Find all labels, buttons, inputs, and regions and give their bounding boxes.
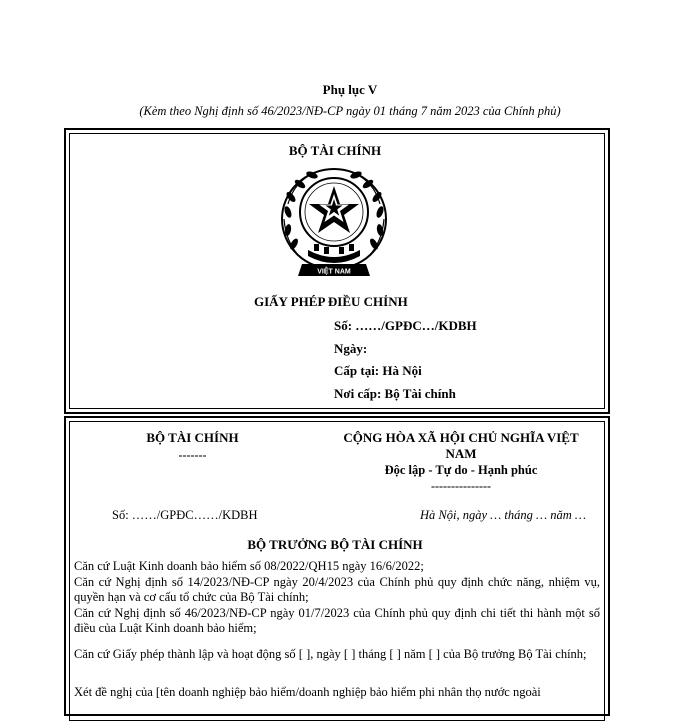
minister-title: BỘ TRƯỞNG BỘ TÀI CHÍNH — [247, 537, 423, 552]
issuer-name: BỘ TÀI CHÍNH — [146, 430, 239, 445]
national-heading-line1: CỘNG HÒA XÃ HỘI CHỦ NGHĨA VIỆT — [343, 430, 579, 445]
license-number: Số: ……/GPĐC…/KDBH — [334, 318, 477, 333]
license-title: GIẤY PHÉP ĐIỀU CHỈNH — [254, 294, 408, 309]
license-issued-at: Cấp tại: Hà Nội — [334, 363, 422, 378]
legal-basis-line: Căn cứ Nghị định số 46/2023/NĐ-CP ngày 01/7/2023 của Chính phủ quy định chi tiết thi hành một số điều của Luật Kinh doanh bảo hiểm; — [74, 605, 600, 635]
emblem-ribbon-text: VIỆT NAM — [317, 268, 351, 276]
issuer-rule: ------- — [178, 448, 207, 462]
national-heading-line2: NAM — [445, 446, 477, 461]
proposal-paragraph: Xét đề nghị của [tên doanh nghiệp bảo hiểm/doanh nghiệp bảo hiểm phi nhân thọ nước ngoài — [74, 685, 541, 699]
appendix-title: Phụ lục V — [322, 82, 378, 97]
national-motto: Độc lập - Tự do - Hạnh phúc — [384, 463, 538, 477]
national-emblem-icon — [274, 164, 394, 289]
legal-basis-line: Căn cứ Nghị định số 14/2023/NĐ-CP ngày 20/4/2023 của Chính phủ quy định chức năng, nhiệm vụ, quyền hạn và cơ cấu tổ chức của Bộ Tài chính; — [74, 574, 600, 604]
motto-rule: --------------- — [431, 479, 491, 493]
national-heading — [330, 430, 592, 462]
license-basis-paragraph: Căn cứ Giấy phép thành lập và hoạt động số [ ], ngày [ ] tháng [ ] năm [ ] của Bộ trưởng Bộ Tài chính; — [74, 647, 587, 661]
ministry-title: BỘ TÀI CHÍNH — [288, 143, 382, 158]
appendix-note: (Kèm theo Nghị định số 46/2023/NĐ-CP ngày 01 tháng 7 năm 2023 của Chính phủ) — [139, 104, 561, 118]
legal-basis-line: Căn cứ Luật Kinh doanh bảo hiểm số 08/2022/QH15 ngày 16/6/2022; — [74, 559, 424, 573]
license-date: Ngày: — [334, 341, 368, 356]
license-issuer: Nơi cấp: Bộ Tài chính — [334, 386, 456, 401]
place-and-date: Hà Nội, ngày … tháng … năm … — [420, 508, 586, 522]
legal-basis-paragraph — [74, 559, 600, 637]
document-number: Số: ……/GPĐC……/KDBH — [112, 508, 258, 522]
